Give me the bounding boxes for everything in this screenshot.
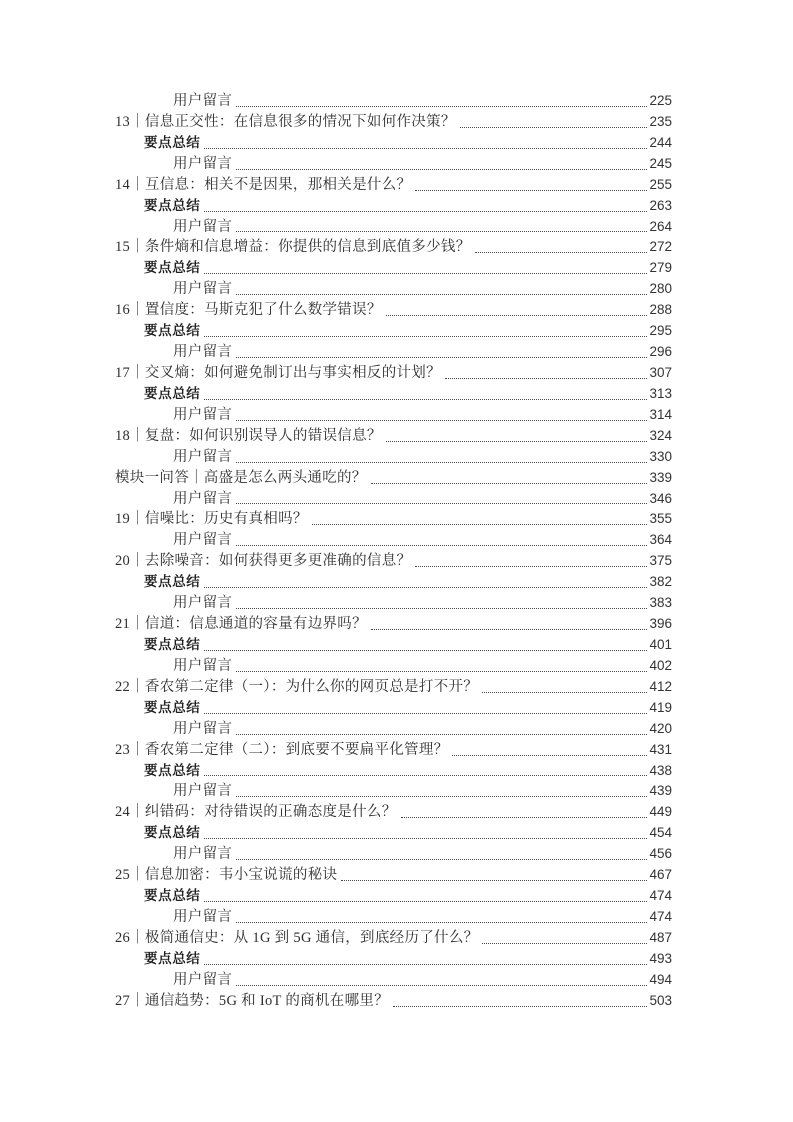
toc-entry-page-number: 401 (649, 636, 672, 652)
toc-entry-comment (115, 781, 672, 802)
toc-entry-comment (115, 91, 672, 112)
dot-leader (478, 928, 649, 949)
toc-entry-label: 20｜去除噪音：如何获得更多更准确的信息？ (115, 553, 412, 570)
dot-leader (411, 175, 649, 196)
dot-leader (232, 907, 649, 928)
toc-entry-label: 要点总结 (144, 323, 201, 340)
toc-entry-label: 用户留言 (173, 155, 233, 172)
toc-entry-label: 24｜纠错码：对待错误的正确态度是什么？ (115, 804, 397, 821)
toc-entry-comment (115, 489, 672, 510)
dot-leader (232, 844, 649, 865)
toc-entry-page-number: 474 (649, 908, 672, 924)
toc-entry-label: 27｜通信趋势：5G 和 IoT 的商机在哪里？ (115, 992, 389, 1009)
toc-entry-comment (115, 447, 672, 468)
toc-entry-page-number: 296 (649, 344, 672, 360)
toc-entry-chapter (115, 802, 672, 823)
dot-leader (232, 970, 649, 991)
toc-entry-chapter (115, 112, 672, 133)
toc-entry-page-number: 264 (649, 218, 672, 234)
toc-entry-label: 用户留言 (173, 448, 233, 465)
toc-entry-label: 用户留言 (173, 657, 233, 674)
toc-entry-summary (115, 823, 672, 844)
toc-entry-chapter (115, 991, 672, 1012)
toc-entry-page-number: 375 (649, 553, 672, 569)
toc-entry-chapter (115, 468, 672, 489)
toc-entry-page-number: 364 (649, 532, 672, 548)
toc-entry-comment (115, 593, 672, 614)
toc-entry-page-number: 313 (649, 385, 672, 401)
toc-entry-page-number: 280 (649, 281, 672, 297)
toc-entry-page-number: 272 (649, 239, 672, 255)
toc-entry-label: 16｜置信度：马斯克犯了什么数学错误？ (115, 302, 382, 319)
toc-entry-label: 要点总结 (144, 636, 201, 653)
toc-entry-summary (115, 886, 672, 907)
dot-leader (232, 154, 649, 175)
toc-entry-page-number: 235 (649, 113, 672, 129)
toc-entry-summary (115, 635, 672, 656)
toc-entry-label: 25｜信息加密：韦小宝说谎的秘诀 (115, 867, 338, 884)
toc-entry-page-number: 456 (649, 846, 672, 862)
toc-entry-label: 用户留言 (173, 218, 233, 235)
toc-entry-label: 13｜信息正交性：在信息很多的情况下如何作决策？ (115, 113, 456, 130)
toc-entry-summary (115, 258, 672, 279)
dot-leader (200, 761, 649, 782)
toc-entry-label: 用户留言 (173, 720, 233, 737)
dot-leader (232, 781, 649, 802)
toc-entry-page-number: 493 (649, 950, 672, 966)
toc-entry-page-number: 288 (649, 302, 672, 318)
toc-entry-page-number: 431 (649, 741, 672, 757)
toc-entry-page-number: 225 (649, 93, 672, 108)
toc-entry-chapter (115, 175, 672, 196)
dot-leader (232, 279, 649, 300)
toc-entry-chapter (115, 237, 672, 258)
toc-entry-label: 用户留言 (173, 344, 233, 361)
toc-entry-page-number: 467 (649, 867, 672, 883)
dot-leader (200, 321, 649, 342)
toc-entry-label: 15｜条件熵和信息增益：你提供的信息到底值多少钱？ (115, 239, 471, 256)
toc-entry-page-number: 295 (649, 323, 672, 339)
dot-leader (200, 886, 649, 907)
toc-entry-chapter (115, 363, 672, 384)
toc-entry-comment (115, 342, 672, 363)
dot-leader (232, 719, 649, 740)
toc-entry-chapter (115, 740, 672, 761)
toc-entry-page-number: 324 (649, 427, 672, 443)
dot-leader (478, 677, 649, 698)
toc-entry-page-number: 420 (649, 720, 672, 736)
toc-entry-comment (115, 279, 672, 300)
toc-entry-chapter (115, 677, 672, 698)
toc-entry-page-number: 244 (649, 134, 672, 150)
dot-leader (232, 405, 649, 426)
dot-leader (200, 949, 649, 970)
toc-entry-chapter (115, 551, 672, 572)
toc-entry-label: 要点总结 (144, 385, 201, 402)
toc-entry-comment (115, 844, 672, 865)
dot-leader (200, 823, 649, 844)
toc-entry-label: 用户留言 (173, 93, 233, 109)
dot-leader (232, 530, 649, 551)
toc-entry-label: 要点总结 (144, 950, 201, 967)
toc-entry-label: 17｜交叉熵：如何避免制订出与事实相反的计划？ (115, 364, 441, 381)
toc-entry-label: 要点总结 (144, 197, 201, 214)
dot-leader (382, 300, 650, 321)
toc-entry-label: 要点总结 (144, 888, 201, 905)
toc-entry-page-number: 382 (649, 574, 672, 590)
toc-entry-summary (115, 196, 672, 217)
toc-entry-summary (115, 384, 672, 405)
dot-leader (448, 740, 649, 761)
toc-entry-label: 18｜复盘：如何识别误导人的错误信息？ (115, 427, 382, 444)
toc-entry-page-number: 449 (649, 804, 672, 820)
dot-leader (232, 342, 649, 363)
dot-leader (397, 802, 650, 823)
toc-entry-chapter (115, 426, 672, 447)
toc-entry-page-number: 494 (649, 971, 672, 987)
toc-entry-page-number: 279 (649, 260, 672, 276)
toc-entry-label: 26｜极简通信史：从 1G 到 5G 通信，到底经历了什么？ (115, 929, 479, 946)
toc-entry-summary (115, 321, 672, 342)
toc-entry-page-number: 503 (649, 992, 672, 1008)
toc-entry-summary (115, 949, 672, 970)
toc-entry-page-number: 419 (649, 699, 672, 715)
toc-entry-comment (115, 217, 672, 238)
dot-leader (232, 447, 649, 468)
toc-entry-page-number: 263 (649, 197, 672, 213)
dot-leader (471, 237, 650, 258)
dot-leader (232, 593, 649, 614)
toc-entry-summary (115, 698, 672, 719)
toc-entry-comment (115, 530, 672, 551)
toc-entry-label: 用户留言 (173, 490, 233, 507)
toc-entry-page-number: 255 (649, 176, 672, 192)
dot-leader (382, 426, 650, 447)
toc-entry-page-number: 412 (649, 678, 672, 694)
table-of-contents (115, 91, 672, 1012)
toc-entry-page-number: 346 (649, 490, 672, 506)
toc-entry-comment (115, 970, 672, 991)
dot-leader (308, 509, 650, 530)
dot-leader (441, 363, 650, 384)
dot-leader (200, 572, 649, 593)
toc-entry-page-number: 402 (649, 657, 672, 673)
toc-entry-page-number: 487 (649, 929, 672, 945)
toc-entry-label: 21｜信道：信息通道的容量有边界吗？ (115, 616, 367, 633)
toc-entry-label: 要点总结 (144, 260, 201, 277)
toc-entry-label: 要点总结 (144, 574, 201, 591)
toc-entry-label: 用户留言 (173, 532, 233, 549)
toc-entry-summary (115, 761, 672, 782)
toc-entry-label: 19｜信噪比：历史有真相吗？ (115, 511, 308, 528)
toc-entry-label: 用户留言 (173, 406, 233, 423)
dot-leader (367, 614, 650, 635)
dot-leader (200, 196, 649, 217)
toc-entry-label: 14｜互信息：相关不是因果，那相关是什么？ (115, 176, 412, 193)
toc-entry-label: 用户留言 (173, 971, 233, 988)
dot-leader (411, 551, 649, 572)
toc-entry-summary (115, 572, 672, 593)
toc-entry-page-number: 355 (649, 511, 672, 527)
toc-entry-label: 用户留言 (173, 908, 233, 925)
dot-leader (389, 991, 650, 1012)
toc-entry-page-number: 245 (649, 155, 672, 171)
toc-entry-page-number: 314 (649, 406, 672, 422)
toc-entry-chapter (115, 614, 672, 635)
toc-entry-label: 要点总结 (144, 825, 201, 842)
toc-entry-page-number: 307 (649, 364, 672, 380)
toc-entry-comment (115, 656, 672, 677)
toc-entry-page-number: 454 (649, 825, 672, 841)
toc-entry-comment (115, 907, 672, 928)
toc-entry-comment (115, 405, 672, 426)
dot-leader (200, 258, 649, 279)
dot-leader (200, 698, 649, 719)
dot-leader (200, 384, 649, 405)
dot-leader (232, 91, 649, 112)
toc-entry-chapter (115, 509, 672, 530)
toc-entry-chapter (115, 300, 672, 321)
dot-leader (232, 656, 649, 677)
toc-entry-label: 22｜香农第二定律（一）：为什么你的网页总是打不开？ (115, 678, 479, 695)
toc-entry-chapter (115, 865, 672, 886)
toc-entry-chapter (115, 928, 672, 949)
toc-entry-label: 23｜香农第二定律（二）：到底要不要扁平化管理？ (115, 741, 449, 758)
toc-entry-label: 要点总结 (144, 762, 201, 779)
dot-leader (367, 468, 650, 489)
dot-leader (456, 112, 650, 133)
toc-entry-label: 用户留言 (173, 846, 233, 863)
toc-entry-label: 模块一问答｜高盛是怎么两头通吃的？ (115, 469, 367, 486)
toc-entry-page-number: 474 (649, 888, 672, 904)
toc-entry-page-number: 438 (649, 762, 672, 778)
toc-entry-page-number: 396 (649, 616, 672, 632)
toc-entry-comment (115, 719, 672, 740)
toc-entry-page-number: 330 (649, 448, 672, 464)
toc-entry-label: 要点总结 (144, 134, 201, 151)
toc-entry-label: 用户留言 (173, 783, 233, 800)
dot-leader (200, 635, 649, 656)
toc-entry-comment (115, 154, 672, 175)
dot-leader (232, 489, 649, 510)
toc-entry-summary (115, 133, 672, 154)
dot-leader (200, 133, 649, 154)
dot-leader (232, 217, 649, 238)
toc-entry-label: 要点总结 (144, 699, 201, 716)
dot-leader (337, 865, 649, 886)
toc-entry-label: 用户留言 (173, 281, 233, 298)
toc-entry-label: 用户留言 (173, 595, 233, 612)
toc-entry-page-number: 383 (649, 595, 672, 611)
toc-entry-page-number: 339 (649, 469, 672, 485)
toc-entry-page-number: 439 (649, 783, 672, 799)
